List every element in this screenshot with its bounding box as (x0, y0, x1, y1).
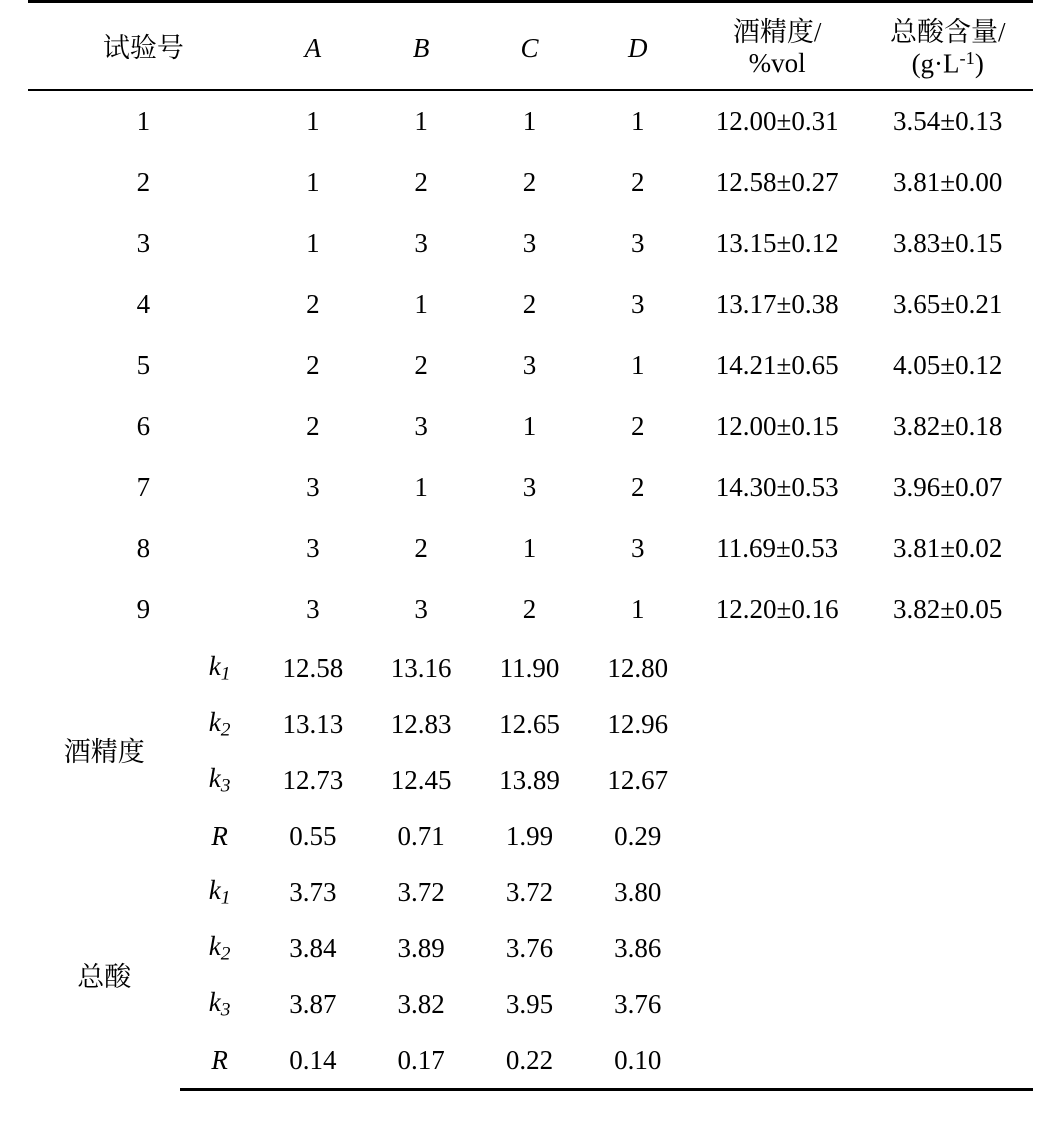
cell-factor-b: 1 (414, 289, 428, 320)
cell-value-b: 0.71 (397, 820, 445, 851)
cell-factor-d: 1 (631, 106, 645, 137)
statistic-subscript: 2 (220, 719, 231, 741)
header-acid-unit-prefix: (g·L (911, 48, 960, 79)
statistic-symbol: R (211, 820, 228, 851)
cell-total-acid: 3.81±0.00 (893, 167, 1003, 198)
header-acid-unit-exponent: -1 (959, 48, 975, 69)
statistic-symbol: k (208, 931, 221, 962)
cell-factor-c: 1 (522, 411, 537, 442)
cell-alcohol-content: 12.20±0.16 (715, 594, 839, 625)
cell-factor-c: 3 (522, 350, 537, 381)
cell-empty (692, 640, 863, 696)
cell-trial-no: 7 (136, 472, 151, 503)
cell-factor-a: 1 (306, 228, 320, 259)
cell-alcohol-content: 12.00±0.31 (715, 106, 839, 137)
cell-empty (692, 1032, 863, 1090)
cell-empty (862, 1032, 1033, 1090)
cell-value-d: 12.96 (607, 708, 669, 739)
statistic-subscript: 1 (220, 887, 231, 909)
table-row (28, 274, 1033, 335)
cell-trial-no: 2 (136, 167, 151, 198)
header-alcohol-line1: 酒精度/ (732, 17, 822, 48)
table-row (28, 579, 1033, 640)
cell-value-a: 12.58 (282, 652, 344, 683)
header-acid-line1: 总酸含量/ (889, 17, 1006, 47)
cell-trial-no: 8 (136, 533, 151, 564)
cell-value-c: 12.65 (499, 708, 560, 739)
header-factor-b: B (367, 2, 475, 91)
cell-value-b: 3.89 (397, 932, 445, 963)
cell-value-c: 11.90 (499, 652, 560, 683)
cell-total-acid: 3.81±0.02 (893, 533, 1003, 564)
cell-trial-no: 5 (136, 350, 151, 381)
header-trial-no: 试验号 (28, 2, 259, 91)
cell-statistic (180, 752, 258, 808)
cell-alcohol-content: 12.00±0.15 (715, 411, 839, 442)
cell-alcohol-content: 12.58±0.27 (715, 167, 839, 198)
cell-value-a: 3.73 (289, 876, 337, 907)
cell-empty (862, 808, 1033, 864)
cell-factor-a: 3 (306, 533, 320, 564)
cell-value-b: 0.17 (367, 1032, 475, 1090)
cell-empty (692, 920, 863, 976)
cell-total-acid: 3.82±0.18 (893, 411, 1003, 442)
cell-factor-d: 2 (631, 167, 645, 198)
table-row (28, 864, 1033, 920)
cell-value-b: 3.72 (397, 876, 445, 907)
cell-empty (692, 752, 863, 808)
cell-value-c: 3.72 (505, 876, 554, 907)
cell-empty (862, 640, 1033, 696)
cell-alcohol-content: 13.17±0.38 (715, 289, 839, 320)
header-acid-line2 (862, 48, 1033, 79)
cell-factor-b: 2 (414, 350, 428, 381)
cell-trial-no: 1 (136, 106, 151, 137)
cell-factor-a: 3 (306, 594, 320, 625)
cell-alcohol-content: 14.30±0.53 (715, 472, 839, 503)
cell-trial-no: 3 (136, 228, 151, 259)
cell-statistic (180, 696, 258, 752)
cell-value-d: 3.86 (614, 932, 662, 963)
cell-factor-a: 1 (306, 106, 320, 137)
cell-empty (862, 752, 1033, 808)
header-factor-a: A (259, 2, 367, 91)
cell-factor-b: 2 (414, 533, 428, 564)
table-header (28, 2, 1033, 91)
cell-value-b: 12.83 (390, 708, 452, 739)
cell-factor-a: 3 (306, 472, 320, 503)
cell-total-acid: 3.54±0.13 (893, 106, 1003, 137)
orthogonal-results-table (28, 0, 1033, 1091)
cell-trial-no: 4 (136, 289, 151, 320)
cell-value-d: 12.67 (607, 764, 669, 795)
cell-empty (862, 976, 1033, 1032)
cell-value-d: 0.10 (584, 1032, 692, 1090)
cell-value-b: 3.82 (397, 988, 445, 1019)
cell-factor-b: 3 (414, 411, 428, 442)
cell-value-b: 12.45 (390, 764, 452, 795)
cell-factor-b: 1 (414, 106, 428, 137)
cell-alcohol-content: 14.21±0.65 (715, 350, 839, 381)
cell-statistic (180, 640, 258, 696)
cell-statistic (180, 808, 258, 864)
cell-factor-c: 3 (522, 472, 537, 503)
cell-factor-c: 3 (522, 228, 537, 259)
cell-value-c: 3.76 (505, 932, 554, 963)
statistic-subscript: 2 (220, 943, 231, 965)
table-row (28, 640, 1033, 696)
cell-value-a: 0.14 (259, 1032, 367, 1090)
statistic-symbol: k (208, 707, 221, 738)
group-label: 总酸 (77, 961, 132, 992)
cell-empty (692, 864, 863, 920)
table-row (28, 152, 1033, 213)
cell-factor-a: 2 (306, 411, 320, 442)
cell-factor-c: 2 (522, 167, 537, 198)
cell-value-a: 0.55 (289, 820, 337, 851)
cell-value-b: 13.16 (390, 652, 452, 683)
cell-factor-c: 1 (522, 106, 537, 137)
table-body (28, 90, 1033, 1090)
group-label: 酒精度 (63, 736, 145, 767)
cell-factor-d: 3 (631, 289, 645, 320)
cell-factor-b: 2 (414, 167, 428, 198)
cell-factor-d: 1 (631, 594, 645, 625)
table-row (28, 90, 1033, 152)
statistic-subscript: 1 (220, 663, 231, 685)
cell-statistic (180, 976, 258, 1032)
cell-factor-c: 1 (522, 533, 537, 564)
cell-value-c: 0.22 (475, 1032, 583, 1090)
cell-value-d: 12.80 (607, 652, 669, 683)
cell-value-a: 3.87 (289, 988, 337, 1019)
cell-factor-c: 2 (522, 289, 537, 320)
cell-empty (862, 920, 1033, 976)
cell-statistic (180, 1032, 258, 1090)
cell-value-a: 12.73 (282, 764, 344, 795)
cell-empty (862, 864, 1033, 920)
statistic-subscript: 3 (220, 999, 231, 1021)
cell-total-acid: 3.65±0.21 (893, 289, 1003, 320)
cell-total-acid: 3.83±0.15 (893, 228, 1003, 259)
cell-value-a: 13.13 (282, 708, 344, 739)
cell-alcohol-content: 13.15±0.12 (715, 228, 839, 259)
statistic-symbol: R (211, 1044, 228, 1075)
header-row (28, 2, 1033, 91)
header-alcohol-content (692, 2, 863, 91)
cell-total-acid: 3.96±0.07 (893, 472, 1003, 503)
cell-empty (692, 976, 863, 1032)
cell-empty (692, 808, 863, 864)
cell-total-acid: 3.82±0.05 (893, 594, 1003, 625)
table-row (28, 518, 1033, 579)
cell-factor-b: 1 (414, 472, 428, 503)
cell-factor-a: 2 (306, 350, 320, 381)
cell-empty (862, 696, 1033, 752)
cell-factor-d: 3 (631, 533, 645, 564)
cell-value-a: 3.84 (289, 932, 337, 963)
cell-value-d: 0.29 (614, 820, 662, 851)
cell-factor-d: 1 (631, 350, 645, 381)
table-row (28, 213, 1033, 274)
header-total-acid (862, 2, 1033, 91)
cell-factor-d: 2 (631, 411, 645, 442)
header-factor-c: C (475, 2, 583, 91)
table-row (28, 335, 1033, 396)
statistic-symbol: k (208, 875, 221, 906)
header-alcohol-line2: %vol (748, 48, 806, 79)
cell-value-c: 13.89 (499, 764, 560, 795)
cell-trial-no: 6 (136, 411, 151, 442)
cell-factor-b: 3 (414, 594, 428, 625)
table-row (28, 396, 1033, 457)
cell-value-c: 1.99 (505, 820, 554, 851)
table-row (28, 457, 1033, 518)
cell-value-d: 3.80 (614, 876, 662, 907)
cell-factor-a: 1 (306, 167, 320, 198)
statistic-symbol: k (208, 651, 221, 682)
cell-statistic (180, 864, 258, 920)
cell-alcohol-content: 11.69±0.53 (716, 533, 839, 564)
cell-value-c: 3.95 (505, 988, 554, 1019)
cell-statistic (180, 920, 258, 976)
cell-factor-d: 2 (631, 472, 645, 503)
cell-empty (692, 696, 863, 752)
cell-factor-d: 3 (631, 228, 645, 259)
header-acid-unit-suffix: ) (974, 48, 984, 79)
statistic-subscript: 3 (220, 775, 231, 797)
cell-value-d: 3.76 (614, 988, 662, 1019)
statistic-symbol: k (208, 763, 221, 794)
cell-total-acid: 4.05±0.12 (893, 350, 1003, 381)
cell-trial-no: 9 (136, 594, 151, 625)
cell-factor-c: 2 (522, 594, 537, 625)
statistic-symbol: k (208, 987, 221, 1018)
cell-factor-b: 3 (414, 228, 428, 259)
cell-factor-a: 2 (306, 289, 320, 320)
header-factor-d: D (584, 2, 692, 91)
